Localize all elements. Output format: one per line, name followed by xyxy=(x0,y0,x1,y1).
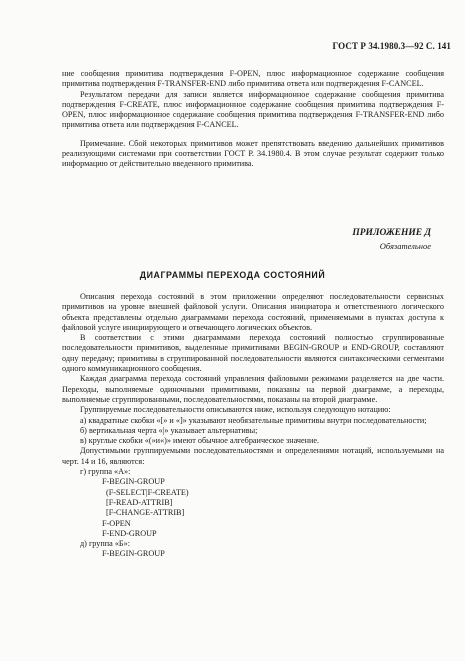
note-paragraph: Примечание. Сбой некоторых примитивов может препятствовать введению дальнейших примитивов реализующими системами при соответствии ГОСТ Р. 34.1980.4. В этом случае результат содержит только информацию от действительно введенного примитива. xyxy=(62,138,444,169)
body-paragraph: В соответствии с этими диаграммами перехода состояний полностью сгруппированные последовательности примитивов, выделенные примитивами BEGIN-GROUP и END-GROUP, составляют одну передачу; примитивы в сгруппированной последовательности являются синтаксическими сегментами одного коммуникационного сообщения. xyxy=(62,333,444,374)
section-title: ДИАГРАММЫ ПЕРЕХОДА СОСТОЯНИЙ xyxy=(139,270,326,280)
group-a xyxy=(62,467,444,539)
group-line: (F-SELECT|F-CREATE) xyxy=(106,487,189,497)
group-line: F-OPEN xyxy=(102,518,131,528)
appendix-heading xyxy=(352,227,431,253)
group-a-lines xyxy=(80,477,444,539)
group-line: F-END-GROUP xyxy=(102,528,157,538)
group-a-label: г) группа «А»: xyxy=(80,467,131,477)
group-b xyxy=(62,539,444,560)
appendix-subtitle: Обязательное xyxy=(379,241,431,251)
notation-list xyxy=(62,416,444,447)
top-text-block xyxy=(62,69,444,170)
group-b-label: д) группа «Б»: xyxy=(80,539,130,549)
body-paragraph: Описания перехода состояний в этом приложении определяют последовательности сервисных примитивов на уровне внешней файловой услуги. Описания инициатора и ответственного логического объекта представлены отдельно диаграммами перехода состояний, применяемыми в пунктах доступа к файловой услуге инициирующего и отвечающего логических объектов. xyxy=(62,292,444,332)
appendix-title: ПРИЛОЖЕНИЕ Д xyxy=(352,228,431,238)
body-paragraph: Каждая диаграмма перехода состояний управления файловыми режимами разделяется на две части. Переходы, выполняемые одиночными примитивами, показаны на первой диаграмме, а переходы, выполняемые сгруппированными, последовательностями, показаны на второй диаграмме. xyxy=(62,374,444,404)
page-header: ГОСТ Р 34.1980.3—92 С. 141 xyxy=(332,41,451,51)
body-paragraph: Группируемые последовательности описываются ниже, используя следующую нотацию: xyxy=(80,405,391,415)
paragraph-continuation: ние сообщения примитива подтверждения F-OPEN, плюс информационное содержание сообщения примитива подтверждения F-TRANSFER-END либо примитива ответа или подтверждения F-CANCEL. xyxy=(62,69,444,89)
notation-item: а) квадратные скобки «[» и «]» указывают необязательные примитивы внутри последовательности; xyxy=(80,415,427,425)
body-text-block xyxy=(62,292,444,560)
paragraph-write-result: Результатом передачи для записи является информационное содержание сообщения примитива подтверждения F-CREATE, плюс информационное содержание сообщения примитива подтверждения F-OPEN, плюс информационное содержание сообщения примитива подтверждения F-TRANSFER-END либо примитива ответа или подтверждения F-CANCEL. xyxy=(62,89,444,130)
group-line: F-BEGIN-GROUP xyxy=(102,477,165,487)
group-line: F-BEGIN-GROUP xyxy=(102,549,165,559)
notation-item: в) круглые скобки «(»и«)» имеют обычное алгебраическое значение. xyxy=(80,436,320,446)
group-line: [F-CHANGE-ATTRIB] xyxy=(106,508,185,518)
group-line: [F-READ-ATTRIB] xyxy=(106,497,173,507)
allowed-intro: Допустимыми группируемыми последовательностями и определениями нотаций, используемыми на черт. 14 и 16, являются: xyxy=(62,446,444,466)
notation-item: б) вертикальная черта «|» указывает альтернативы; xyxy=(80,425,258,435)
group-b-lines xyxy=(80,549,444,559)
